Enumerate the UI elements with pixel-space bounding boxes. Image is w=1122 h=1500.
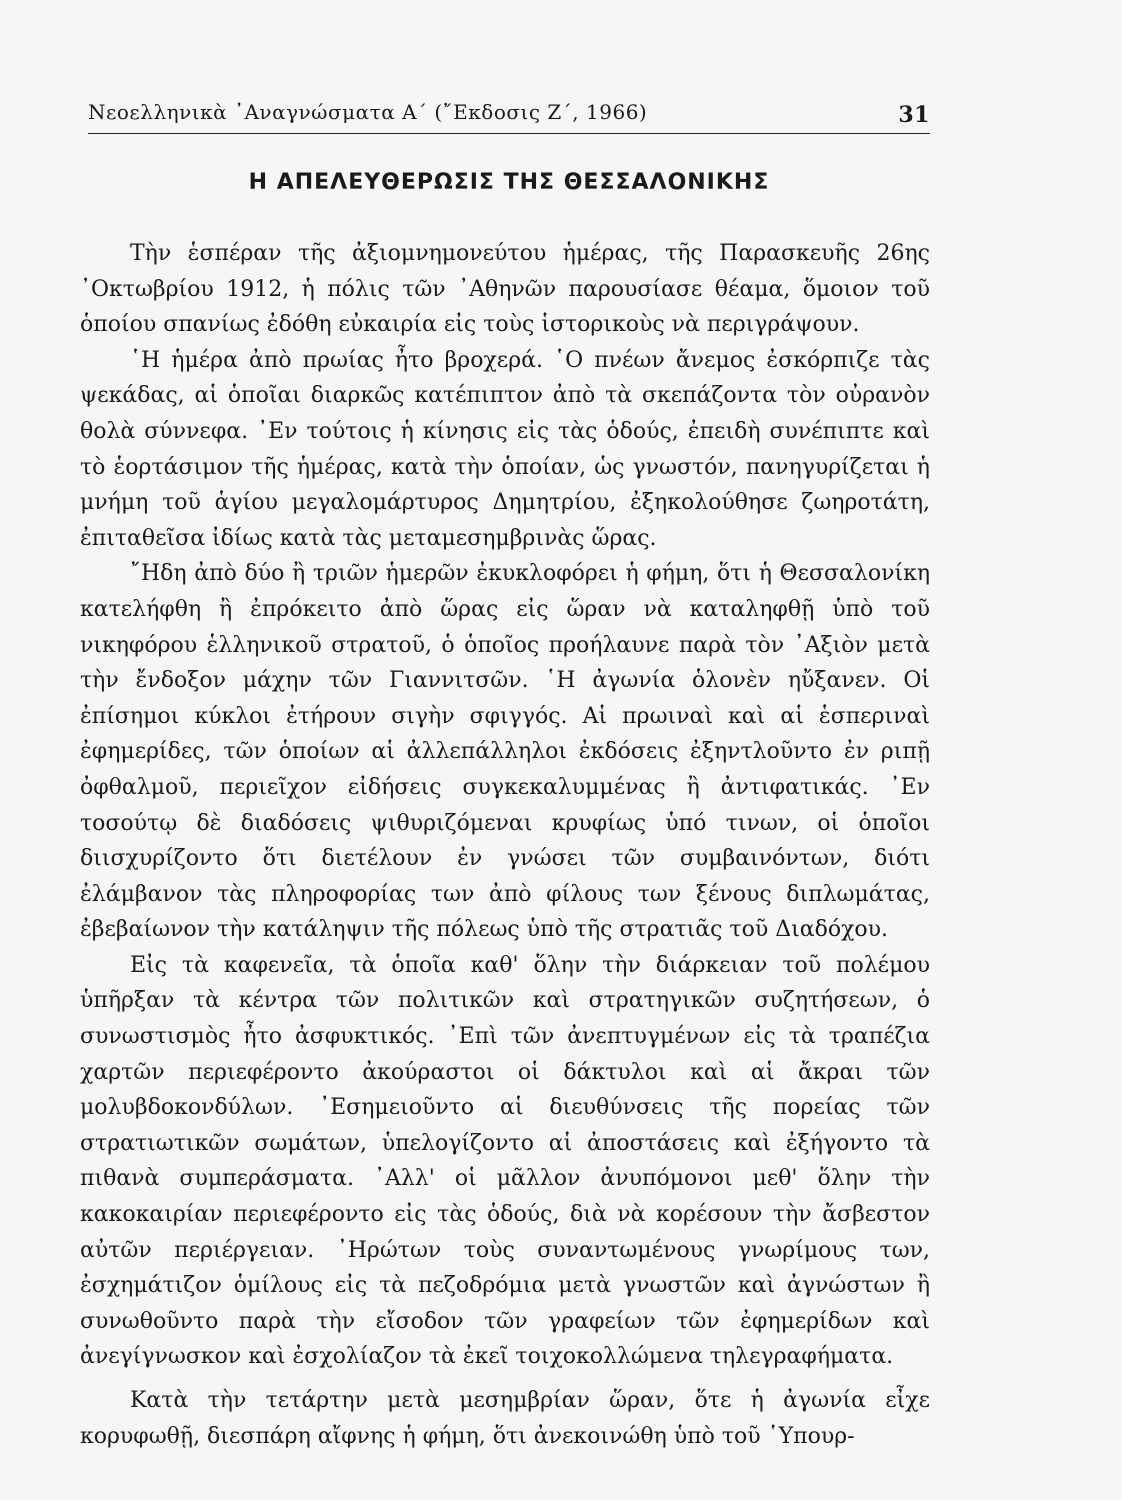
paragraph: ῎Ηδη ἀπὸ δύο ἢ τριῶν ἡμερῶν ἐκυκλοφόρει ἡ φήμη, ὅτι ἡ Θεσσαλονίκη κατελήφθη ἢ ἐπρόκειτο ἀπὸ ὥρας εἰς ὥραν νὰ καταληφθῇ ὑπὸ τοῦ νικηφόρου ἑλληνικοῦ στρατοῦ, ὁ ὁποῖος προήλαυνε παρὰ τὸν ᾿Αξιὸν μετὰ τὴν ἔνδοξον μάχην τῶν Γιαννιτσῶν. ῾Η ἀγωνία ὁλονὲν ηὔξανεν. Οἱ ἐπίσημοι κύκλοι ἐτήρουν σιγὴν σφιγγός. Αἱ πρωιναὶ καὶ αἱ ἑσπεριναὶ ἐφημερίδες, τῶν ὁποίων αἱ ἀλλεπάλληλοι ἐκδόσεις ἐξηντλοῦντο ἐν ριπῇ ὀφθαλμοῦ, περιεῖχον εἰδήσεις συγκεκαλυμμένας ἢ ἀντιφατικάς. ᾿Εν τοσούτῳ δὲ διαδόσεις ψιθυριζόμεναι κρυφίως ὑπό τινων, οἱ ὁποῖοι διισχυρίζοντο ὅτι διετέλουν ἐν γνώσει τῶν συμβαινόντων, διότι ἐλάμβανον τὰς πληροφορίας των ἀπὸ φίλους των ξένους διπλωμάτας, ἐβεβαίωνον τὴν κατάληψιν τῆς πόλεως ὑπὸ τῆς στρατιᾶς τοῦ Διαδόχου. [80, 561, 930, 943]
body-text [80, 236, 930, 1454]
running-title: Νεοελληνικὰ ᾿Αναγνώσματα Α΄ (῎Εκδοσις Ζ΄, 1966) [88, 100, 648, 124]
header-rule [88, 133, 930, 134]
paragraph: Κατὰ τὴν τετάρτην μετὰ μεσημβρίαν ὥραν, ὅτε ἡ ἀγωνία εἶχε κορυφωθῇ, διεσπάρη αἴφνης ἡ φήμη, ὅτι ἀνεκοινώθη ὑπὸ τοῦ ῾Υπουρ- [80, 1388, 930, 1449]
page-number: 31 [898, 102, 930, 128]
paragraph: ῾Η ἡμέρα ἀπὸ πρωίας ἦτο βροχερά. ῾Ο πνέων ἄνεμος ἐσκόρπιζε τὰς ψεκάδας, αἱ ὁποῖαι διαρκῶς κατέπιπτον ἀπὸ τὰ σκεπάζοντα τὸν οὐρανὸν θολὰ σύννεφα. ᾿Εν τούτοις ἡ κίνησις εἰς τὰς ὁδούς, ἐπειδὴ συνέπιπτε καὶ τὸ ἑορτάσιμον τῆς ἡμέρας, κατὰ τὴν ὁποίαν, ὡς γνωστόν, πανηγυρίζεται ἡ μνήμη τοῦ ἁγίου μεγαλομάρτυρος Δημητρίου, ἐξηκολούθησε ζωηροτάτη, ἐπιταθεῖσα ἰδίως κατὰ τὰς μεταμεσημβρινὰς ὥρας. [80, 347, 930, 551]
paragraph: Εἰς τὰ καφενεῖα, τὰ ὁποῖα καθ' ὅλην τὴν διάρκειαν τοῦ πολέμου ὑπῆρξαν τὰ κέντρα τῶν πολιτικῶν καὶ στρατηγικῶν συζητήσεων, ὁ συνωστισμὸς ἦτο ἀσφυκτικός. ᾿Επὶ τῶν ἀνεπτυγμένων εἰς τὰ τραπέζια χαρτῶν περιεφέροντο ἀκούραστοι οἱ δάκτυλοι καὶ αἱ ἄκραι τῶν μολυβδοκονδύλων. ᾿Εσημειοῦντο αἱ διευθύνσεις τῆς πορείας τῶν στρατιωτικῶν σωμάτων, ὑπελογίζοντο αἱ ἀποστάσεις καὶ ἐξήγοντο τὰ πιθανὰ συμπεράσματα. ᾿Αλλ' οἱ μᾶλλον ἀνυπόμονοι μεθ' ὅλην τὴν κακοκαιρίαν περιεφέροντο εἰς τὰς ὁδούς, διὰ νὰ κορέσουν τὴν ἄσβεστον αὐτῶν περιέργειαν. ᾿Ηρώτων τοὺς συναντωμένους γνωρίμους των, ἐσχημάτιζον ὁμίλους εἰς τὰ πεζοδρόμια μετὰ γνωστῶν καὶ ἀγνώστων ἢ συνωθοῦντο παρὰ τὴν εἴσοδον τῶν γραφείων τῶν ἐφημερίδων καὶ ἀνεγίγνωσκον καὶ ἐσχολίαζον τὰ ἐκεῖ τοιχοκολλώμενα τηλεγραφήματα. [80, 952, 930, 1370]
paragraph: Τὴν ἑσπέραν τῆς ἀξιομνημονεύτου ἡμέρας, τῆς Παρασκευῆς 26ης ᾿Οκτωβρίου 1912, ἡ πόλις τῶν ᾿Αθηνῶν παρουσίασε θέαμα, ὅμοιον τοῦ ὁποίου σπανίως ἐδόθη εὐκαιρία εἰς τοὺς ἱστορικοὺς νὰ περιγράψουν. [80, 241, 930, 338]
chapter-title: Η ΑΠΕΛΕΥΘΕΡΩΣΙΣ ΤΗΣ ΘΕΣΣΑΛΟΝΙΚΗΣ [248, 170, 770, 195]
running-head [88, 96, 930, 126]
